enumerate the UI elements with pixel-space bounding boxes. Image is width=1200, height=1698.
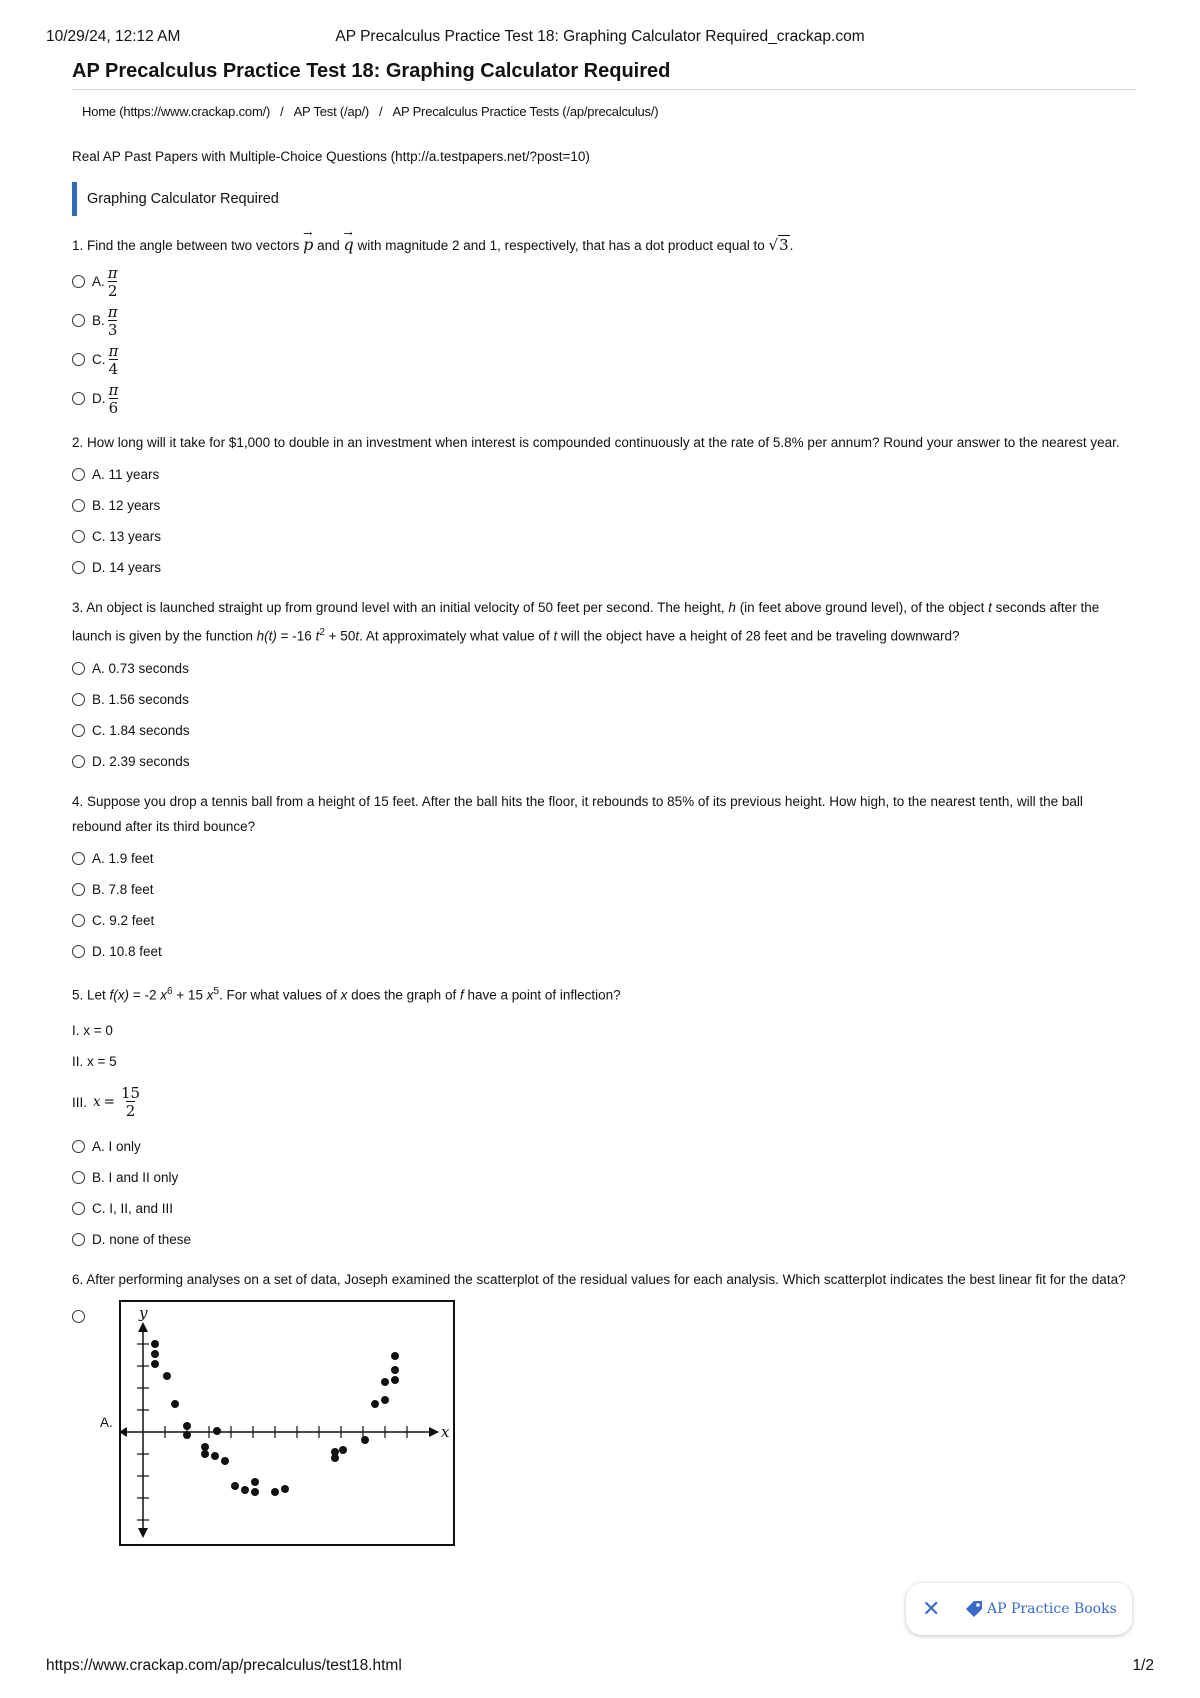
q5-var-x: x (160, 987, 167, 1002)
q3-option-b[interactable] (72, 684, 1136, 715)
fraction-denominator: 3 (107, 320, 118, 339)
fraction-denominator: 6 (108, 398, 119, 417)
q1-option-b[interactable] (72, 301, 1136, 340)
page-title: AP Precalculus Practice Test 18: Graphing Calculator Required (72, 58, 1136, 90)
scatter-point (339, 1446, 347, 1454)
y-axis-arrow (138, 1322, 148, 1332)
q5-text-part: = -2 (132, 987, 157, 1002)
q5-option-b[interactable] (72, 1162, 1136, 1193)
breadcrumb-ap-test[interactable]: AP Test (/ap/) (293, 104, 370, 119)
option-letter: A. (92, 274, 105, 289)
option-label: B. 1.56 seconds (92, 691, 189, 707)
statement-label: III. (72, 1094, 88, 1110)
q5-option-d[interactable] (72, 1224, 1136, 1255)
statement-equals: = (103, 1094, 115, 1110)
q2-option-c[interactable] (72, 521, 1136, 552)
statement-var: x (93, 1094, 101, 1110)
option-label: A. 11 years (92, 467, 160, 482)
option-letter: B. (92, 313, 105, 328)
scatter-point (381, 1378, 389, 1386)
question-2-options (72, 459, 1136, 583)
q4-option-d[interactable] (72, 936, 1136, 967)
question-2-text: 2. How long will it take for $1,000 to double in an investment when interest is compounded continuously at the rate of 5.8% per annum? Round your answer to the nearest year. (72, 435, 1120, 450)
q5-statement-2: II. x = 5 (72, 1054, 117, 1069)
ap-practice-books-widget (906, 1583, 1132, 1635)
question-4-options (72, 843, 1136, 967)
q5-text-part: + 15 (176, 987, 203, 1002)
q5-function: f(x) (109, 987, 130, 1002)
breadcrumb-precalculus-tests[interactable]: AP Precalculus Practice Tests (/ap/precalculus/) (392, 104, 659, 119)
sqrt-expression: √3 (768, 236, 789, 254)
q5-option-c[interactable] (72, 1193, 1136, 1224)
scatter-point (251, 1478, 259, 1486)
close-icon[interactable]: ✕ (922, 1596, 941, 1621)
fraction-denominator: 4 (108, 359, 119, 378)
radio-button[interactable] (72, 314, 85, 327)
option-label: B. 12 years (92, 498, 161, 513)
option-label: A. 0.73 seconds (92, 660, 189, 676)
q4-option-c[interactable] (72, 905, 1136, 936)
scatter-point (381, 1396, 389, 1404)
option-letter: D. (92, 391, 106, 406)
q3-option-c[interactable] (72, 715, 1136, 746)
option-label: C. 13 years (92, 529, 162, 544)
breadcrumb-separator: / (280, 104, 284, 119)
radio-button[interactable] (72, 1233, 85, 1246)
option-label: D. none of these (92, 1232, 192, 1247)
q5-statement-3 (72, 1085, 1136, 1119)
fraction-numerator: π (108, 380, 119, 399)
radio-button[interactable] (72, 1202, 85, 1215)
q1-text-part: and (317, 238, 340, 253)
scatter-point (271, 1488, 279, 1496)
x-axis-label: x (440, 1423, 450, 1441)
q3-var-t: t (355, 628, 360, 644)
print-doc-title: AP Precalculus Practice Test 18: Graphing Calculator Required_crackap.com (335, 28, 865, 45)
scatter-point (231, 1482, 239, 1490)
tag-icon (964, 1599, 984, 1619)
scatter-point (151, 1350, 159, 1358)
q5-var-x: x (206, 987, 214, 1002)
q3-var-t: t (315, 628, 320, 644)
option-label: D. 2.39 seconds (92, 753, 190, 769)
radio-button[interactable] (72, 530, 85, 543)
option-label: D. 14 years (92, 560, 162, 575)
q3-text-part: . At approximately what value of (359, 628, 550, 644)
fraction (109, 343, 119, 377)
q2-option-a[interactable] (72, 459, 1136, 490)
q1-text-part: with magnitude 2 and 1, respectively, that has a dot product equal to (357, 238, 765, 253)
fraction-numerator: 15 (120, 1084, 141, 1102)
q5-text-part: does the graph of (351, 987, 457, 1002)
option-label: B. 7.8 feet (92, 881, 154, 897)
fraction (121, 1085, 140, 1119)
option-label: C. 1.84 seconds (92, 722, 190, 738)
q5-exponent: 5 (213, 985, 220, 997)
q1-option-d[interactable] (72, 379, 1136, 418)
ap-practice-books-link[interactable]: AP Practice Books (987, 1601, 1117, 1617)
radio-button[interactable] (72, 468, 85, 481)
q3-function: h(t) (256, 628, 277, 644)
print-footer (46, 1657, 1154, 1675)
print-date: 10/29/24, 12:12 AM (46, 28, 181, 45)
option-label: C. 9.2 feet (92, 912, 155, 928)
radio-button[interactable] (72, 755, 85, 768)
fraction-numerator: π (107, 263, 118, 282)
radio-button[interactable] (72, 883, 85, 896)
scatter-point (221, 1457, 229, 1465)
q3-option-a[interactable] (72, 653, 1136, 684)
q3-text-part: = -16 (280, 628, 312, 644)
radio-button[interactable] (72, 1310, 85, 1323)
option-letter: A. (100, 1415, 113, 1430)
promo-link[interactable]: Real AP Past Papers with Multiple-Choice Questions (http://a.testpapers.net/?post=10) (72, 149, 590, 164)
question-6-text: 6. After performing analyses on a set of data, Joseph examined the scatterplot of the residual values for each analysis. Which scatterplot indicates the best linear fit for the data? (72, 1272, 1126, 1287)
q6-option-a[interactable] (72, 1300, 1136, 1546)
scatter-point (211, 1452, 219, 1460)
scatter-point (281, 1485, 289, 1493)
section-label: Graphing Calculator Required (72, 182, 1136, 216)
radio-button[interactable] (72, 724, 85, 737)
scatter-point (371, 1400, 379, 1408)
q1-option-c[interactable] (72, 340, 1136, 379)
option-label: D. 10.8 feet (92, 943, 162, 959)
vector-p: → p (303, 232, 313, 257)
radio-button[interactable] (72, 662, 85, 675)
q3-var-h: h (728, 600, 736, 615)
q5-text-part: have a point of inflection? (467, 987, 621, 1002)
q1-text-part: 1. Find the angle between two vectors (72, 238, 300, 253)
sqrt-radicand: 3 (779, 236, 789, 254)
scatter-point (361, 1436, 369, 1444)
q3-text-part: + 50 (328, 628, 356, 644)
fraction (108, 304, 118, 338)
q3-var-t: t (553, 628, 558, 644)
option-label: C. I, II, and III (92, 1201, 174, 1216)
scatter-point (241, 1486, 249, 1494)
q3-option-d[interactable] (72, 746, 1136, 777)
option-letter: C. (92, 352, 106, 367)
radio-button[interactable] (72, 945, 85, 958)
radio-button[interactable] (72, 693, 85, 706)
scatter-point (163, 1372, 171, 1380)
print-header (46, 28, 1154, 50)
radio-button[interactable] (72, 392, 85, 405)
radio-button[interactable] (72, 353, 85, 366)
q5-text-part: 5. Let (72, 987, 106, 1002)
fraction-numerator: π (107, 302, 118, 321)
question-4-text: 4. Suppose you drop a tennis ball from a height of 15 feet. After the ball hits the floor, it rebounds to 85% of its previous height. How high, to the nearest tenth, will the ball rebound after its third bounce? (72, 793, 1083, 834)
fraction-denominator: 2 (125, 1102, 136, 1120)
scatterplot-svg (121, 1302, 453, 1544)
breadcrumb (82, 104, 1136, 119)
question-3-text (72, 595, 1136, 649)
radio-button[interactable] (72, 1140, 85, 1153)
fraction (108, 265, 118, 299)
q3-text-part: seconds after the launch is given by the function (72, 600, 1100, 644)
residual-scatterplot-a (119, 1300, 455, 1546)
y-axis-arrow-down (138, 1528, 148, 1538)
q5-text-part: . For what values of (219, 987, 337, 1002)
q5-option-a[interactable] (72, 1131, 1136, 1162)
scatter-point (151, 1340, 159, 1348)
fraction-denominator: 2 (107, 281, 118, 300)
q3-text-part: 3. An object is launched straight up from ground level with an initial velocity of 50 feet per second. The height, (72, 600, 725, 615)
breadcrumb-home[interactable]: Home (https://www.crackap.com/) (82, 104, 271, 119)
q5-var-f: f (459, 987, 464, 1002)
option-label: B. I and II only (92, 1170, 179, 1185)
q2-option-b[interactable] (72, 490, 1136, 521)
q3-text-part: will the object have a height of 28 feet and be traveling downward? (561, 628, 960, 644)
q1-option-a[interactable] (72, 262, 1136, 301)
vector-q: → q (343, 232, 353, 257)
question-5-text (72, 979, 1136, 1008)
q3-text-part: (in feet above ground level), of the object (739, 600, 985, 615)
radio-button[interactable] (72, 499, 85, 512)
option-label: A. I only (92, 1139, 141, 1154)
q5-exponent: 6 (166, 985, 173, 997)
scatter-point (391, 1366, 399, 1374)
q5-statement-1: I. x = 0 (72, 1023, 113, 1038)
print-url: https://www.crackap.com/ap/precalculus/test18.html (46, 1657, 402, 1674)
q2-option-d[interactable] (72, 552, 1136, 583)
x-axis-arrow-left (121, 1427, 127, 1437)
scatter-points (151, 1340, 399, 1496)
main-content (72, 58, 1136, 1546)
scatter-point (151, 1360, 159, 1368)
q5-var-x: x (340, 987, 348, 1002)
scatter-point (171, 1400, 179, 1408)
radio-button[interactable] (72, 852, 85, 865)
q1-text-part: . (789, 238, 794, 253)
breadcrumb-separator: / (379, 104, 383, 119)
fraction (109, 382, 119, 416)
scatter-point (201, 1450, 209, 1458)
scatter-point (251, 1488, 259, 1496)
question-3-options (72, 653, 1136, 777)
x-axis-arrow (429, 1427, 439, 1437)
scatter-point (201, 1443, 209, 1451)
option-label: A. 1.9 feet (92, 850, 154, 866)
print-page-number: 1/2 (1132, 1657, 1154, 1674)
radio-button[interactable] (72, 1171, 85, 1184)
scatter-point (331, 1448, 339, 1456)
radio-button[interactable] (72, 914, 85, 927)
q4-option-b[interactable] (72, 874, 1136, 905)
y-axis-label: y (138, 1304, 148, 1322)
question-1-text (72, 232, 1136, 258)
scatter-point (391, 1376, 399, 1384)
q4-option-a[interactable] (72, 843, 1136, 874)
scatter-point (183, 1431, 191, 1439)
question-5-options (72, 1131, 1136, 1255)
scatter-point (213, 1427, 221, 1435)
scatter-point (391, 1352, 399, 1360)
question-1-options (72, 262, 1136, 418)
radio-button[interactable] (72, 561, 85, 574)
q3-var-t: t (988, 600, 992, 615)
radio-button[interactable] (72, 275, 85, 288)
scatter-point (183, 1422, 191, 1430)
fraction-numerator: π (108, 341, 119, 360)
q3-exponent: 2 (319, 627, 325, 638)
